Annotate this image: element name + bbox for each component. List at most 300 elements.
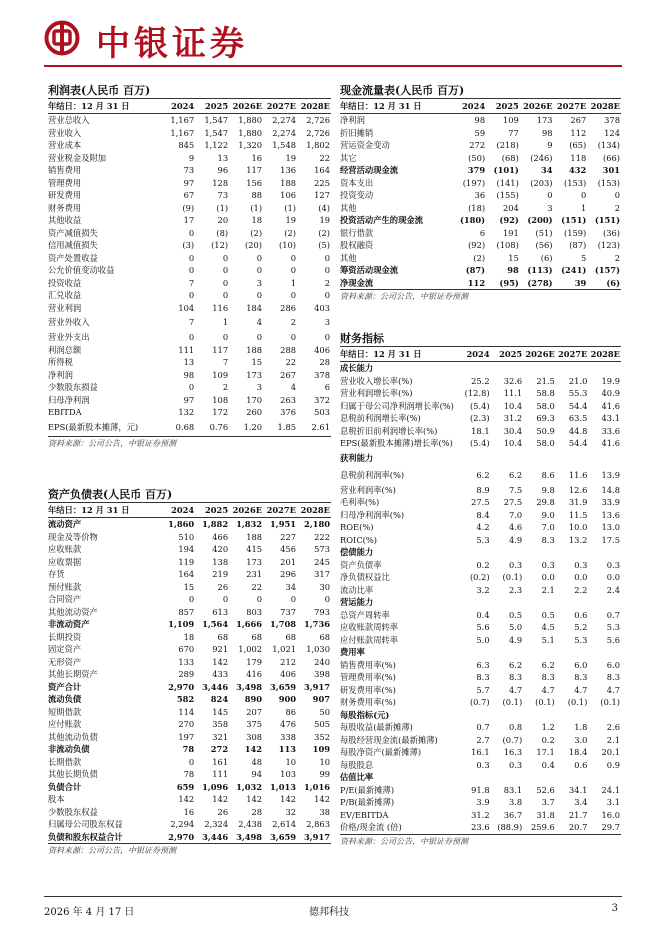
table-row [48, 331, 331, 344]
table-row [48, 394, 331, 407]
cell-value: 0.3 [606, 559, 620, 570]
cell-value: (155) [496, 190, 519, 200]
cell-value: 2.7 [476, 734, 490, 745]
row-label: 投资活动产生的现金流 [340, 215, 423, 225]
panel-title: 资产负债表(人民币 百万) [48, 488, 331, 503]
cell-value: 207 [246, 706, 263, 717]
cell-value: 86 [285, 706, 297, 717]
cell-value: 0.68 [161, 419, 195, 437]
row-label: 短期借款 [48, 706, 82, 717]
row-label: 少数股东损益 [48, 382, 98, 392]
table-row [48, 114, 331, 127]
cell-value: 372 [314, 394, 330, 405]
cell-value [588, 709, 621, 722]
cell-value: (12.8) [464, 388, 490, 398]
table-row [48, 239, 331, 252]
cell-value: 6.3 [476, 659, 490, 670]
table-row [340, 277, 621, 290]
cell-value: 0.5 [509, 609, 523, 620]
table-row [48, 631, 331, 644]
cell-value: 288 [280, 344, 297, 355]
cell-value: 0 [222, 265, 229, 275]
cell-value: 0.4 [541, 759, 555, 770]
cell-value: 127 [314, 190, 330, 200]
cell-value: 164 [314, 165, 330, 175]
cell-value: 184 [246, 302, 263, 313]
cell-value: 21.5 [536, 375, 555, 386]
cell-value: 21.0 [568, 375, 588, 386]
cell-value: 1 [580, 202, 587, 213]
row-label: P/B(最新摊薄) [340, 797, 395, 807]
cell-value: 1 [290, 277, 297, 288]
cell-value: 845 [178, 140, 195, 150]
cell-value: 41.6 [601, 438, 620, 448]
cell-value: (18) [468, 202, 486, 213]
cell-value: 1,167 [170, 115, 195, 125]
cell-value: 103 [280, 769, 297, 779]
table-row [48, 693, 331, 706]
table-row [48, 818, 331, 831]
cell-value: 172 [212, 407, 229, 417]
row-label: 估值比率 [340, 772, 374, 782]
cell-value: 26 [217, 806, 229, 817]
cell-value: 1,880 [238, 127, 263, 138]
cell-value: (66) [602, 152, 620, 163]
row-label: 折旧摊销 [340, 127, 374, 138]
cell-value: 1,030 [306, 644, 330, 654]
cell-value: 3.4 [574, 797, 588, 807]
cell-value [523, 771, 556, 784]
table-row [340, 809, 621, 822]
cell-value: 5.2 [574, 622, 588, 632]
row-label: 每股股息 [340, 759, 374, 770]
table-row [48, 618, 331, 631]
cell-value: 2,726 [306, 127, 330, 138]
cell-value: (4) [318, 202, 330, 213]
cell-value: 118 [570, 152, 587, 163]
cell-value: 13 [217, 152, 229, 163]
cell-value: 25.2 [471, 375, 490, 386]
cell-value: 156 [246, 177, 263, 188]
row-label: 销售费用率(%) [340, 659, 396, 670]
cell-value: (1) [216, 202, 229, 213]
table-row [340, 534, 621, 547]
table-row [340, 696, 621, 709]
cell-value [491, 646, 524, 659]
table-row [48, 344, 331, 357]
cell-value: 1,951 [270, 519, 297, 529]
financial-ratios-panel [340, 332, 621, 848]
cell-value: 259.6 [523, 821, 556, 834]
cell-value: 30 [319, 581, 330, 592]
cell-value: 15 [508, 252, 519, 263]
row-label: 流动资产 [48, 519, 82, 529]
cell-value: 59 [474, 127, 486, 138]
cell-value: (241) [561, 265, 587, 275]
cell-value [523, 546, 556, 559]
row-label: 其他流动资产 [48, 606, 98, 617]
cell-value [458, 450, 491, 467]
table-row [48, 214, 331, 227]
cell-value: (0.1) [502, 572, 523, 582]
cell-value [523, 709, 556, 722]
cell-value: 106 [280, 190, 297, 200]
cell-value: 188 [246, 344, 263, 355]
cell-value: 0.5 [541, 609, 555, 620]
table-row [340, 771, 621, 784]
table-header-row [340, 99, 621, 114]
row-label: 其他长期负债 [48, 769, 98, 779]
table-row [48, 314, 331, 331]
cell-value: 1,736 [304, 619, 330, 629]
cell-value: 1,564 [202, 619, 229, 629]
cell-value: 8.4 [476, 509, 490, 520]
cell-value: 289 [178, 669, 195, 679]
cell-value: 2,970 [168, 681, 195, 692]
cell-value: 9.0 [541, 509, 555, 520]
cell-value: 18.4 [568, 747, 588, 757]
cell-value: 43.1 [601, 413, 620, 423]
cell-value: (6) [587, 277, 621, 290]
cell-value: 1,666 [236, 619, 263, 629]
cell-value: 2.1 [606, 734, 620, 745]
cell-value: (200) [527, 215, 553, 225]
cell-value: 260 [246, 407, 263, 417]
table-header-row [340, 347, 621, 362]
table-row [48, 668, 331, 681]
cell-value: 5.6 [476, 622, 490, 632]
cell-value: 2026E [229, 99, 263, 114]
table-row [340, 784, 621, 797]
page-number: 3 [611, 903, 618, 914]
cell-value: 98 [183, 369, 195, 380]
cell-value: 201 [280, 556, 297, 567]
table-header-row [48, 99, 331, 114]
table-row [48, 568, 331, 581]
cell-value: 136 [280, 165, 297, 175]
table-row [48, 289, 331, 302]
cell-value: (6) [540, 252, 553, 263]
balance-table [48, 503, 331, 844]
cell-value: 272 [469, 140, 486, 150]
cell-value: 164 [178, 569, 195, 579]
cell-value: 1.8 [574, 722, 588, 732]
cell-value: 1,122 [204, 140, 229, 150]
cell-value: 142 [212, 794, 229, 804]
row-label: 营运能力 [340, 597, 374, 607]
row-label: 价格/现金流 (倍) [340, 821, 458, 834]
cell-value: 2026E [523, 347, 556, 362]
cell-value: 2024 [458, 347, 491, 362]
cell-value: 0 [290, 252, 297, 263]
cell-value: 8.3 [606, 672, 620, 682]
table-row [48, 518, 331, 531]
cell-value: 3.8 [509, 797, 523, 807]
cell-value: 44.8 [568, 425, 588, 436]
table-row [48, 381, 331, 394]
source-note: 资料来源：公司公告，中银证券预测 [340, 292, 468, 301]
cell-value: 0 [222, 277, 229, 288]
cell-value: 18 [251, 215, 263, 225]
company-name: 德邦科技 [309, 907, 349, 918]
row-label: 每股净资产(最新摊薄) [340, 747, 422, 757]
row-label: 每股收益(最新摊薄) [340, 722, 413, 732]
cell-value: 5.3 [574, 634, 588, 645]
table-row [340, 467, 621, 484]
cell-value: 432 [568, 165, 587, 175]
row-label: 应付账款周转率 [340, 634, 399, 645]
table-row [48, 127, 331, 140]
row-label: 资产合计 [48, 681, 82, 692]
table-row [48, 581, 331, 594]
cell-value: 204 [502, 202, 519, 213]
cell-value: 5.0 [509, 622, 523, 632]
cell-value: 188 [246, 531, 263, 542]
table-row [340, 375, 621, 388]
cell-value: 17.1 [536, 747, 555, 757]
cell-value: (0.7) [469, 697, 490, 707]
row-label: 应收账款周转率 [340, 622, 399, 632]
income-table [48, 99, 331, 437]
cell-value: 78 [182, 744, 195, 754]
cell-value: 17 [183, 215, 195, 225]
cell-value: 0 [188, 594, 195, 604]
table-row [340, 546, 621, 559]
cell-value: (8) [216, 227, 229, 238]
cell-value: 29.8 [536, 497, 555, 507]
cell-value: 0.3 [574, 559, 588, 570]
row-label: 经营活动现金流 [340, 165, 399, 175]
table-row [48, 768, 331, 781]
page-footer [44, 896, 622, 918]
cell-value: 31.9 [568, 497, 588, 507]
table-row [48, 369, 331, 382]
cell-value: 793 [314, 606, 330, 617]
table-row [340, 400, 621, 413]
row-label: 费用率 [340, 647, 365, 657]
cell-value: 19.9 [601, 375, 620, 386]
cell-value: 69.3 [536, 413, 555, 423]
cell-value: 5.0 [476, 634, 490, 645]
table-row [340, 152, 621, 165]
cell-value: 94 [251, 769, 263, 779]
cell-value: 0 [547, 190, 553, 200]
cell-value: 3,446 [202, 681, 229, 692]
cell-value: 2025 [491, 347, 524, 362]
cell-value: (218) [496, 140, 519, 150]
row-label: 总资产周转率 [340, 609, 390, 620]
cell-value: 10.0 [568, 522, 588, 532]
cell-value: 3,446 [195, 831, 229, 844]
cell-value: 111 [178, 344, 195, 355]
cell-value: 456 [280, 544, 297, 554]
row-label: 营业收入 [48, 127, 82, 138]
cell-value: 0.8 [509, 722, 523, 732]
cell-value: 9 [547, 140, 553, 150]
cell-value: 3,917 [304, 681, 330, 692]
cell-value: 27.5 [503, 497, 523, 507]
cell-value: 10.4 [503, 438, 523, 448]
cell-value: 27.5 [471, 497, 490, 507]
cell-value: 6 [324, 382, 330, 392]
row-label: 年结日：12 月 31 日 [48, 503, 161, 518]
cell-value: 3,659 [270, 681, 297, 692]
row-label: 流动比率 [340, 584, 374, 595]
cell-value: 20 [217, 215, 229, 225]
cell-value: (141) [496, 177, 519, 188]
cell-value: 406 [280, 669, 297, 679]
cell-value: 77 [508, 127, 519, 138]
cell-value: 0.2 [476, 559, 490, 570]
cell-value: 114 [178, 706, 195, 717]
cell-value: 24.1 [601, 784, 620, 795]
cell-value: 900 [278, 694, 297, 704]
cell-value: 0.7 [606, 609, 620, 620]
cell-value: 0.7 [476, 722, 490, 732]
income-statement-panel [48, 84, 331, 450]
cell-value: 4.2 [476, 522, 490, 532]
cell-value: 31.2 [503, 413, 523, 423]
cell-value: (0.1) [502, 697, 523, 707]
cell-value: 17.5 [601, 534, 620, 545]
cell-value: 170 [246, 394, 263, 405]
cell-value [491, 771, 524, 784]
cell-value: 40.9 [601, 388, 620, 398]
cell-value: 245 [314, 556, 330, 567]
cell-value: 4.7 [509, 684, 523, 695]
cell-value: 13.6 [601, 509, 620, 520]
row-label: 年结日：12 月 31 日 [340, 347, 458, 362]
row-label: 其他收益 [48, 215, 82, 225]
table-row [340, 412, 621, 425]
row-label: 固定资产 [48, 644, 82, 654]
cell-value: 2027E [263, 503, 297, 518]
cell-value [588, 450, 621, 467]
cell-value: 36.7 [503, 809, 523, 820]
header-divider [44, 65, 622, 67]
table-row [340, 189, 621, 202]
cell-value: 0 [222, 252, 229, 263]
cell-value: 5.6 [606, 634, 620, 645]
cell-value [523, 450, 556, 467]
cell-value: 20.1 [601, 747, 620, 757]
row-label: 投资变动 [340, 190, 374, 200]
table-row [48, 202, 331, 215]
cell-value: 173 [536, 115, 553, 125]
cell-value: 4.9 [509, 534, 523, 545]
cell-value: 11.1 [503, 388, 523, 398]
table-row [48, 177, 331, 190]
cell-value: 510 [178, 531, 195, 542]
row-label: 股本 [48, 794, 65, 804]
cell-value: 188 [280, 177, 297, 188]
ratios-table [340, 347, 621, 835]
table-row [48, 806, 331, 819]
row-label: 营业利润增长率(%) [340, 388, 413, 398]
cell-value: 68 [285, 631, 297, 642]
cell-value: 50.9 [536, 425, 555, 436]
cell-value: 179 [246, 656, 263, 667]
table-row [48, 264, 331, 277]
cell-value: 1.20 [229, 419, 263, 437]
cell-value [523, 362, 556, 375]
cell-value [458, 362, 491, 375]
row-label: 归母净利润率(%) [340, 509, 405, 520]
page-header [0, 0, 662, 70]
cell-value: (159) [563, 227, 587, 238]
cell-value: (2) [473, 252, 486, 263]
table-row [48, 706, 331, 719]
cell-value: 3.0 [574, 734, 588, 745]
cell-value: 240 [314, 656, 330, 667]
cell-value: 98 [474, 115, 486, 125]
cell-value: 73 [183, 165, 195, 175]
cell-value: 1 [222, 317, 229, 327]
table-row [340, 746, 621, 759]
cashflow-table [340, 99, 621, 290]
table-row [340, 387, 621, 400]
cell-value: 0.6 [574, 609, 588, 620]
cell-value: (65) [569, 140, 587, 150]
row-label: 研发费用率(%) [340, 684, 396, 695]
cell-value: 194 [178, 544, 195, 554]
cell-value: 406 [314, 344, 330, 355]
cell-value: 1,013 [270, 781, 297, 792]
panel-title: 利润表(人民币 百万) [48, 84, 331, 99]
cell-value: (203) [530, 177, 553, 188]
cell-value: 2,614 [272, 819, 297, 829]
cell-value: 10 [319, 756, 330, 767]
cell-value: 96 [217, 165, 229, 175]
cell-value: 68 [319, 631, 330, 642]
table-row [340, 484, 621, 497]
cell-value: 98 [541, 127, 553, 138]
cell-value: (153) [563, 177, 587, 188]
cell-value: (12) [211, 240, 229, 250]
cell-value: 7 [222, 357, 229, 367]
row-label: 筹资活动现金流 [340, 265, 399, 275]
row-label: 负债合计 [48, 781, 82, 792]
cell-value [588, 596, 621, 609]
cell-value: 378 [314, 369, 330, 380]
cell-value: 15 [251, 357, 263, 367]
cell-value: 0 [222, 332, 229, 342]
cell-value: 0 [256, 290, 263, 300]
cell-value: 31.8 [536, 809, 555, 820]
row-label: 净现金流 [340, 277, 452, 290]
table-row [48, 189, 331, 202]
cell-value: 433 [212, 669, 229, 679]
cell-value: 6 [479, 227, 486, 238]
cell-value [458, 646, 491, 659]
cell-value: 1,708 [270, 619, 297, 629]
cell-value: 0 [324, 252, 330, 263]
cell-value: 0.3 [509, 759, 523, 770]
row-label: 无形资产 [48, 656, 82, 667]
table-row [340, 437, 621, 450]
cell-value: 270 [178, 719, 195, 729]
cell-value [556, 596, 589, 609]
cell-value: 2027E [556, 347, 589, 362]
cell-value: 88 [251, 190, 263, 200]
table-row [48, 419, 331, 437]
cell-value: 142 [280, 794, 297, 804]
row-label: 净负债权益比 [340, 572, 390, 582]
table-row [340, 584, 621, 597]
row-label: 其他流动负债 [48, 731, 98, 742]
cell-value: 476 [280, 719, 297, 729]
cell-value: 197 [178, 731, 195, 742]
